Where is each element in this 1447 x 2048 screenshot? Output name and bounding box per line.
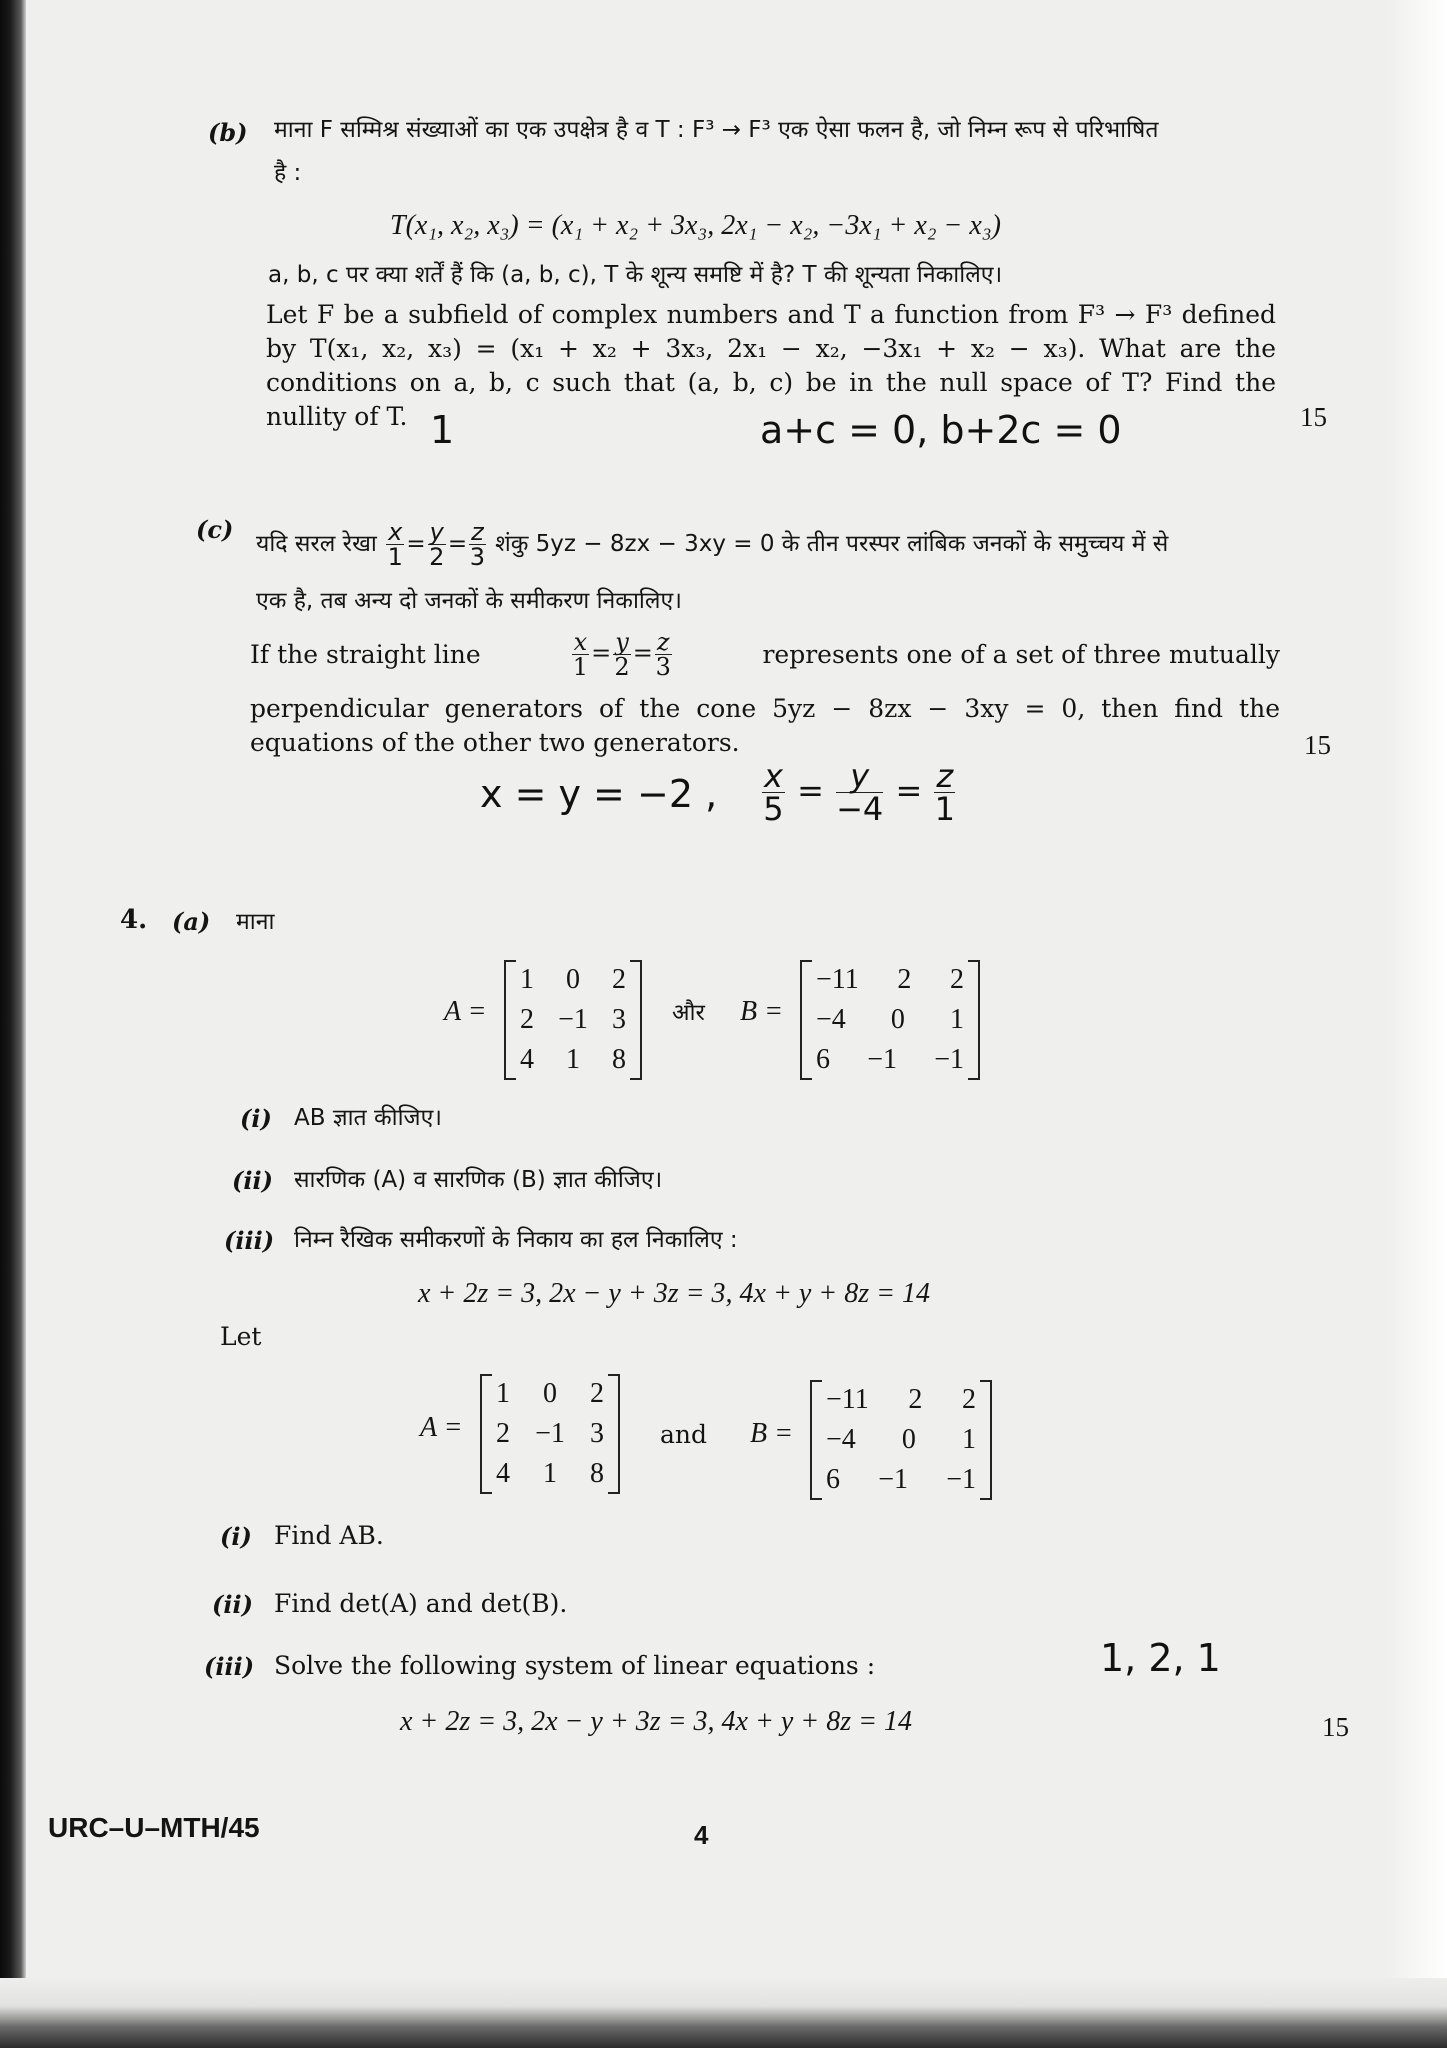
matrix-cell: 3 bbox=[589, 1418, 604, 1449]
q3b-english-line4: nullity of T. bbox=[266, 402, 408, 431]
matrix-cell: −1 bbox=[535, 1418, 565, 1449]
q4a-hindi-matrix-b bbox=[800, 960, 980, 1080]
q3c-english-line2: perpendicular generators of the cone 5yz − 8zx − 3xy = 0, then find the bbox=[250, 694, 1280, 723]
q3c-hindi-post: शंकु 5yz − 8zx − 3xy = 0 के तीन परस्पर लांबिक जनकों के समुच्चय में से bbox=[495, 531, 1169, 557]
q3b-handwritten-nullity: 1 bbox=[430, 408, 455, 452]
q3b-marks: 15 bbox=[1300, 402, 1327, 432]
q3c-label: (c) bbox=[196, 515, 234, 544]
part-text: Solve the following system of linear equations : bbox=[274, 1651, 876, 1680]
matrix-cell: 1 bbox=[496, 1378, 510, 1409]
matrix-cell: 2 bbox=[590, 1378, 604, 1409]
part-text: Find AB. bbox=[274, 1521, 384, 1550]
part-label: (iii) bbox=[224, 1226, 275, 1255]
q3c-hindi-pre: यदि सरल रेखा bbox=[256, 531, 377, 557]
q3c-fraction-z: $\frac{z}{3}$ bbox=[469, 518, 486, 571]
matrix-cell: 8 bbox=[590, 1458, 604, 1489]
matrix-cell: 0 bbox=[543, 1378, 557, 1409]
part-label: (i) bbox=[240, 1104, 272, 1133]
q4a-hindi-matrix-a-label: A = bbox=[444, 996, 487, 1027]
matrix-cell: 0 bbox=[566, 964, 580, 995]
q3c-marks: 15 bbox=[1304, 730, 1331, 760]
q4a-label: (a) bbox=[172, 907, 211, 936]
q3c-hindi-line2: एक है, तब अन्य दो जनकों के समीकरण निकालिए। bbox=[256, 588, 682, 614]
q3c-fraction-x: $\frac{x}{1}$ bbox=[387, 518, 403, 571]
matrix-cell: −1 bbox=[878, 1464, 908, 1495]
matrix-cell: 2 bbox=[612, 964, 626, 995]
matrix-cell: 2 bbox=[949, 964, 964, 995]
q3c-english-post: represents one of a set of three mutually bbox=[762, 639, 1280, 669]
matrix-cell: −11 bbox=[826, 1384, 869, 1415]
matrix-cell: 4 bbox=[520, 1044, 534, 1075]
q4a-hindi-matrix-a bbox=[504, 960, 642, 1080]
matrix-cell: 0 bbox=[901, 1424, 916, 1455]
matrix-row bbox=[810, 1460, 992, 1500]
matrix-cell: −4 bbox=[816, 1004, 846, 1035]
q4a-english-matrix-a bbox=[480, 1374, 620, 1494]
q3c-english-line-equation: $\frac{x}{1}$ = $\frac{y}{2}$ = $\frac{z}{3}$ bbox=[572, 628, 671, 681]
matrix-cell: 2 bbox=[520, 1004, 534, 1035]
q4a-english-system: x + 2z = 3, 2x − y + 3z = 3, 4x + y + 8z = 14 bbox=[400, 1706, 912, 1737]
matrix-cell: −4 bbox=[826, 1424, 856, 1455]
q3b-handwritten-conditions: a+c = 0, b+2c = 0 bbox=[760, 408, 1122, 452]
matrix-row bbox=[800, 1040, 980, 1080]
matrix-row bbox=[480, 1374, 620, 1414]
q3b-english-line2: by T(x₁, x₂, x₃) = (x₁ + x₂ + 3x₃, 2x₁ − x₂, −3x₁ + x₂ − x₃). What are the bbox=[266, 334, 1276, 363]
q3c-handwritten-generator2: $\frac{x}{5}$ = $\frac{y}{-4}$ = $\frac{z}{1}$ bbox=[763, 757, 955, 828]
page-number: 4 bbox=[694, 1820, 709, 1850]
matrix-cell: −1 bbox=[934, 1044, 964, 1075]
q4-number: 4. bbox=[120, 905, 148, 935]
q3b-label: (b) bbox=[208, 118, 248, 147]
page-bottom-edge bbox=[0, 1978, 1447, 2048]
q4a-english-matrix-b bbox=[810, 1380, 992, 1500]
q4a-english-matrix-a-label: A = bbox=[420, 1412, 463, 1443]
matrix-row bbox=[800, 960, 980, 1000]
part-text: सारणिक (A) व सारणिक (B) ज्ञात कीजिए। bbox=[294, 1167, 663, 1193]
q3c-handwritten-generator1: x = y = −2 , bbox=[480, 772, 718, 816]
matrix-cell: 1 bbox=[566, 1044, 580, 1075]
part-label: (ii) bbox=[232, 1166, 273, 1195]
matrix-row bbox=[810, 1380, 992, 1420]
matrix-cell: 2 bbox=[496, 1418, 510, 1449]
q4a-hindi-system: x + 2z = 3, 2x − y + 3z = 3, 4x + y + 8z = 14 bbox=[418, 1278, 930, 1309]
q3c-english-line1 bbox=[250, 630, 1280, 679]
matrix-cell: 4 bbox=[496, 1458, 510, 1489]
q3b-formula: T(x₁, x₂, x₃) = (x₁ + x₂ + 3x₃, 2x₁ − x₂, −3x₁ + x₂ − x₃) bbox=[390, 210, 1001, 241]
matrix-cell: 2 bbox=[961, 1384, 976, 1415]
part-text: Find det(A) and det(B). bbox=[274, 1589, 568, 1618]
q3b-hindi-line2: है : bbox=[274, 160, 302, 186]
matrix-row bbox=[810, 1420, 992, 1460]
matrix-cell: 1 bbox=[520, 964, 534, 995]
part-label: (iii) bbox=[204, 1652, 255, 1681]
matrix-cell: 6 bbox=[826, 1464, 840, 1495]
matrix-cell: 1 bbox=[949, 1004, 964, 1035]
matrix-cell: −11 bbox=[816, 964, 859, 995]
matrix-row bbox=[504, 1000, 642, 1040]
matrix-row bbox=[504, 1040, 642, 1080]
matrix-cell: 2 bbox=[897, 964, 912, 995]
q4a-english-let: Let bbox=[220, 1322, 262, 1351]
q3b-english-line1: Let F be a subfield of complex numbers and T a function from F³ → F³ defined bbox=[266, 300, 1276, 329]
matrix-cell: 6 bbox=[816, 1044, 830, 1075]
matrix-cell: 1 bbox=[543, 1458, 557, 1489]
footer-code: URC–U–MTH/45 bbox=[48, 1812, 260, 1843]
matrix-cell: −1 bbox=[558, 1004, 588, 1035]
q3b-hindi-line1: माना F सम्मिश्र संख्याओं का एक उपक्षेत्र है व T : F³ → F³ एक ऐसा फलन है, जो निम्न रूप से परिभाषित bbox=[274, 117, 1159, 143]
q4a-marks: 15 bbox=[1322, 1712, 1349, 1742]
q3b-english-line3: conditions on a, b, c such that (a, b, c) be in the null space of T? Find the bbox=[266, 368, 1276, 397]
matrix-cell: 0 bbox=[890, 1004, 905, 1035]
matrix-cell: 1 bbox=[961, 1424, 976, 1455]
q3c-english-pre: If the straight line bbox=[250, 639, 481, 669]
matrix-cell: −1 bbox=[946, 1464, 976, 1495]
part-label: (i) bbox=[220, 1522, 252, 1551]
matrix-row bbox=[480, 1454, 620, 1494]
matrix-row bbox=[504, 960, 642, 1000]
q4a-handwritten-solution: 1, 2, 1 bbox=[1100, 1636, 1221, 1680]
matrix-row bbox=[800, 1000, 980, 1040]
q4a-english-and: and bbox=[660, 1420, 708, 1449]
q4a-hindi-matrix-b-label: B = bbox=[740, 996, 783, 1027]
part-text: AB ज्ञात कीजिए। bbox=[294, 1105, 443, 1131]
q4a-english-matrix-b-label: B = bbox=[750, 1418, 793, 1449]
page-left-shadow bbox=[0, 0, 26, 2048]
q4a-hindi-and: और bbox=[672, 1000, 705, 1026]
matrix-cell: 2 bbox=[908, 1384, 923, 1415]
q3b-hindi-question: a, b, c पर क्या शर्तें हैं कि (a, b, c), T के शून्य समष्टि में है? T की शून्यता निकालिए। bbox=[268, 262, 1003, 288]
matrix-row bbox=[480, 1414, 620, 1454]
q3c-hindi-line1: यदि सरल रेखा $\frac{x}{1}$ = $\frac{y}{2}$ = $\frac{z}{3}$ शंकु 5yz − 8zx − 3xy = 0 के तीन परस्पर लांबिक जनकों के समुच्चय में से bbox=[256, 518, 1169, 571]
matrix-cell: 3 bbox=[611, 1004, 626, 1035]
matrix-cell: 8 bbox=[612, 1044, 626, 1075]
q3c-english-line3: equations of the other two generators. bbox=[250, 728, 740, 757]
q4a-hindi-let: माना bbox=[236, 909, 275, 935]
matrix-cell: −1 bbox=[867, 1044, 897, 1075]
part-text: निम्न रैखिक समीकरणों के निकाय का हल निकालिए : bbox=[294, 1227, 738, 1253]
q3c-fraction-y: $\frac{y}{2}$ bbox=[429, 518, 445, 571]
page-right-edge bbox=[1387, 0, 1447, 2048]
part-label: (ii) bbox=[212, 1590, 253, 1619]
